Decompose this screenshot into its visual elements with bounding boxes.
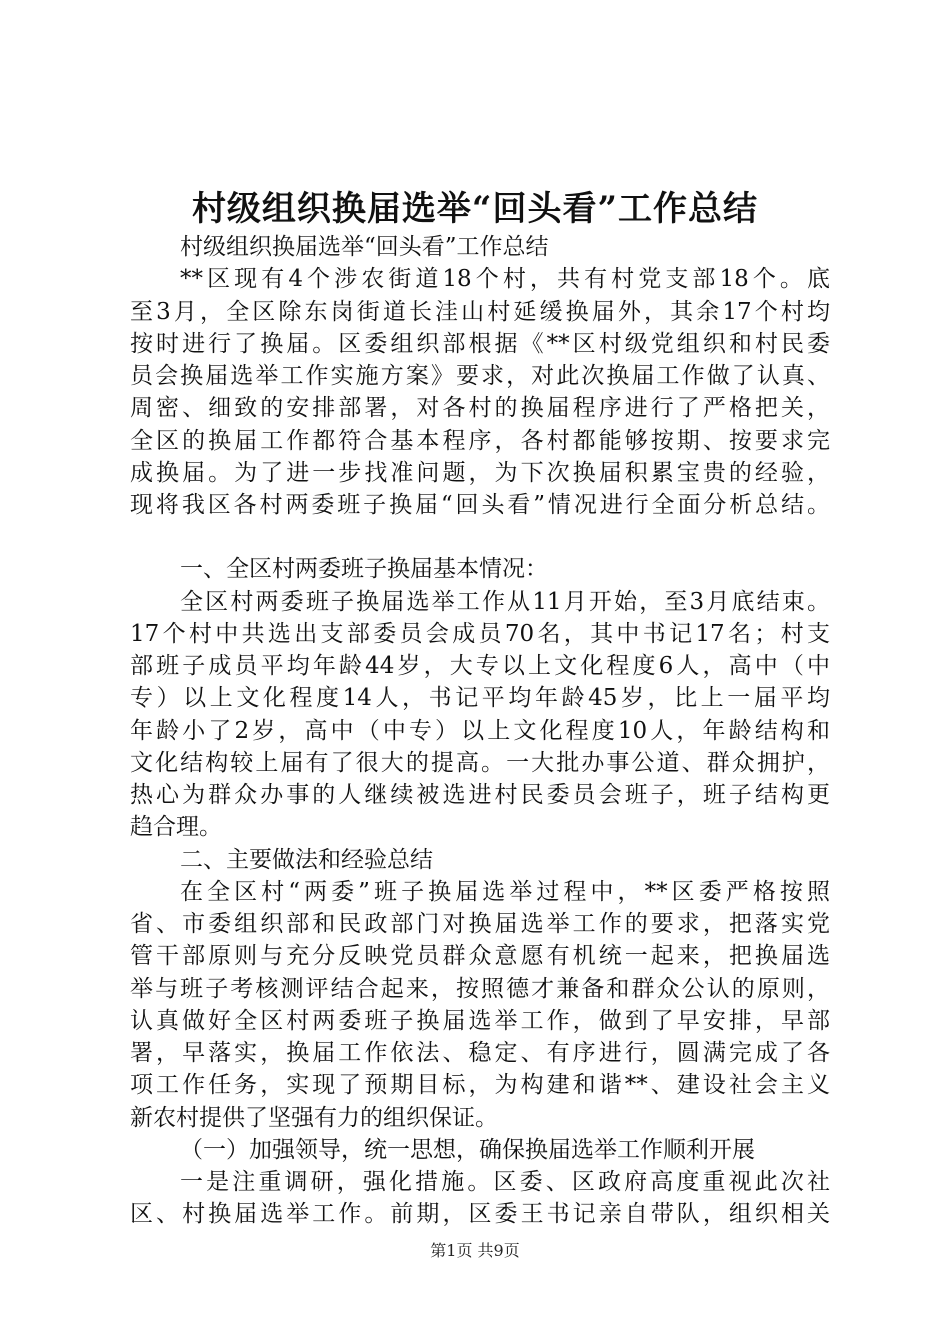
- paragraph-line: 认真做好全区村两委班子换届选举工作，做到了早安排，早部: [130, 1007, 830, 1034]
- paragraph-line: 趋合理。: [130, 814, 222, 841]
- paragraph-line: 成换届。为了进一步找准问题，为下次换届积累宝贵的经验，: [130, 459, 830, 486]
- subsection-heading: （一）加强领导，统一思想，确保换届选举工作顺利开展: [180, 1136, 755, 1163]
- paragraph-line: 一是注重调研，强化措施。区委、区政府高度重视此次社: [180, 1169, 830, 1195]
- paragraph-line: 举与班子考核测评结合起来，按照德才兼备和群众公认的原则，: [130, 975, 830, 1002]
- paragraph-line: **区现有4个涉农街道18个村，共有村党支部18个。底: [180, 266, 830, 293]
- paragraph-line: 员会换届选举工作实施方案》要求，对此次换届工作做了认真、: [130, 363, 830, 389]
- paragraph-line: 在全区村“两委”班子换届选举过程中，**区委严格按照: [180, 878, 830, 905]
- section-heading: 二、主要做法和经验总结: [180, 846, 433, 873]
- paragraph-line: 项工作任务，实现了预期目标，为构建和谐**、建设社会主义: [130, 1072, 830, 1099]
- paragraph-line: 文化结构较上届有了很大的提高。一大批办事公道、群众拥护，: [130, 749, 830, 776]
- paragraph-line: 部班子成员平均年龄44岁，大专以上文化程度6人，高中（中: [130, 653, 830, 679]
- paragraph-line: 全区的换届工作都符合基本程序，各村都能够按期、按要求完: [130, 427, 830, 454]
- paragraph-line: 17个村中共选出支部委员会成员70名，其中书记17名；村支: [130, 620, 830, 647]
- paragraph-line: 署，早落实，换届工作依法、稳定、有序进行，圆满完成了各: [130, 1040, 830, 1066]
- paragraph-line: 现将我区各村两委班子换届“回头看”情况进行全面分析总结。: [130, 492, 830, 518]
- paragraph-line: 新农村提供了坚强有力的组织保证。: [130, 1104, 498, 1131]
- paragraph-gap: [130, 521, 830, 553]
- paragraph-line: 年龄小了2岁，高中（中专）以上文化程度10人，年龄结构和: [130, 717, 830, 744]
- page-footer: 第1页 共9页: [430, 1241, 520, 1260]
- document-body: [130, 231, 830, 1231]
- paragraph-line: 省、市委组织部和民政部门对换届选举工作的要求，把落实党: [130, 911, 830, 937]
- paragraph-line: 至3月，全区除东岗街道长洼山村延缓换届外，其余17个村均: [130, 298, 830, 325]
- paragraph-line: 区、村换届选举工作。前期，区委王书记亲自带队，组织相关: [130, 1201, 830, 1228]
- subtitle-line: 村级组织换届选举“回头看”工作总结: [180, 234, 549, 260]
- section-heading: 一、全区村两委班子换届基本情况：: [180, 556, 548, 583]
- paragraph-line: 按时进行了换届。区委组织部根据《**区村级党组织和村民委: [130, 330, 830, 357]
- document-title: 村级组织换届选举“回头看”工作总结: [191, 189, 759, 229]
- paragraph-line: 专）以上文化程度14人，书记平均年龄45岁，比上一届平均: [130, 685, 830, 712]
- paragraph-line: 全区村两委班子换届选举工作从11月开始，至3月底结束。: [180, 588, 830, 615]
- paragraph-line: 热心为群众办事的人继续被选进村民委员会班子，班子结构更: [130, 782, 830, 808]
- paragraph-line: 周密、细致的安排部署，对各村的换届程序进行了严格把关，: [130, 395, 830, 422]
- paragraph-line: 管干部原则与充分反映党员群众意愿有机统一起来，把换届选: [130, 943, 830, 970]
